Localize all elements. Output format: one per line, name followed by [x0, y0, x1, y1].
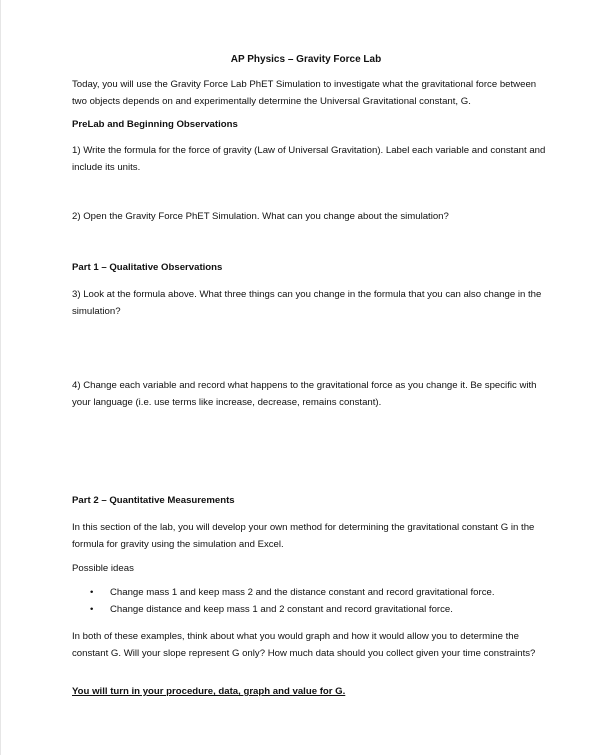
question-3: 3) Look at the formula above. What three things can you change in the formula that you can also change in the simulation?	[72, 289, 542, 317]
ideas-list	[90, 585, 495, 618]
closing-paragraph: In both of these examples, think about what you would graph and how it would allow you to determine the constant G. Will your slope represent G only? How much data should you collect given your time constraints?	[72, 631, 536, 659]
part2-heading: Part 2 – Quantitative Measurements	[72, 495, 235, 506]
question-1: 1) Write the formula for the force of gravity (Law of Universal Gravitation). Label each variable and constant and include its units.	[72, 145, 546, 173]
possible-ideas-label: Possible ideas	[72, 563, 134, 574]
question-2: 2) Open the Gravity Force PhET Simulation. What can you change about the simulation?	[72, 211, 449, 222]
list-item-text: Change distance and keep mass 1 and 2 constant and record gravitational force.	[110, 603, 453, 615]
list-item-text: Change mass 1 and keep mass 2 and the distance constant and record gravitational force.	[110, 587, 495, 598]
prelab-heading: PreLab and Beginning Observations	[72, 119, 238, 130]
list-item	[90, 585, 495, 602]
document-title: AP Physics – Gravity Force Lab	[230, 54, 382, 65]
part2-intro-paragraph: In this section of the lab, you will develop your own method for determining the gravitational constant G in the formula for gravity using the simulation and Excel.	[72, 522, 535, 550]
turn-in-statement: You will turn in your procedure, data, graph and value for G.	[72, 686, 346, 697]
question-4: 4) Change each variable and record what happens to the gravitational force as you change it. Be specific with your language (i.e. use terms like increase, decrease, remains constant).	[72, 380, 537, 408]
intro-paragraph: Today, you will use the Gravity Force Lab PhET Simulation to investigate what the gravitational force between two objects depends on and experimentally determine the Universal Gravitational constant, G.	[72, 79, 537, 107]
bullet-icon: •	[90, 587, 94, 598]
list-item	[90, 602, 495, 619]
bullet-icon: •	[90, 603, 94, 615]
part1-heading: Part 1 – Qualitative Observations	[72, 262, 223, 273]
